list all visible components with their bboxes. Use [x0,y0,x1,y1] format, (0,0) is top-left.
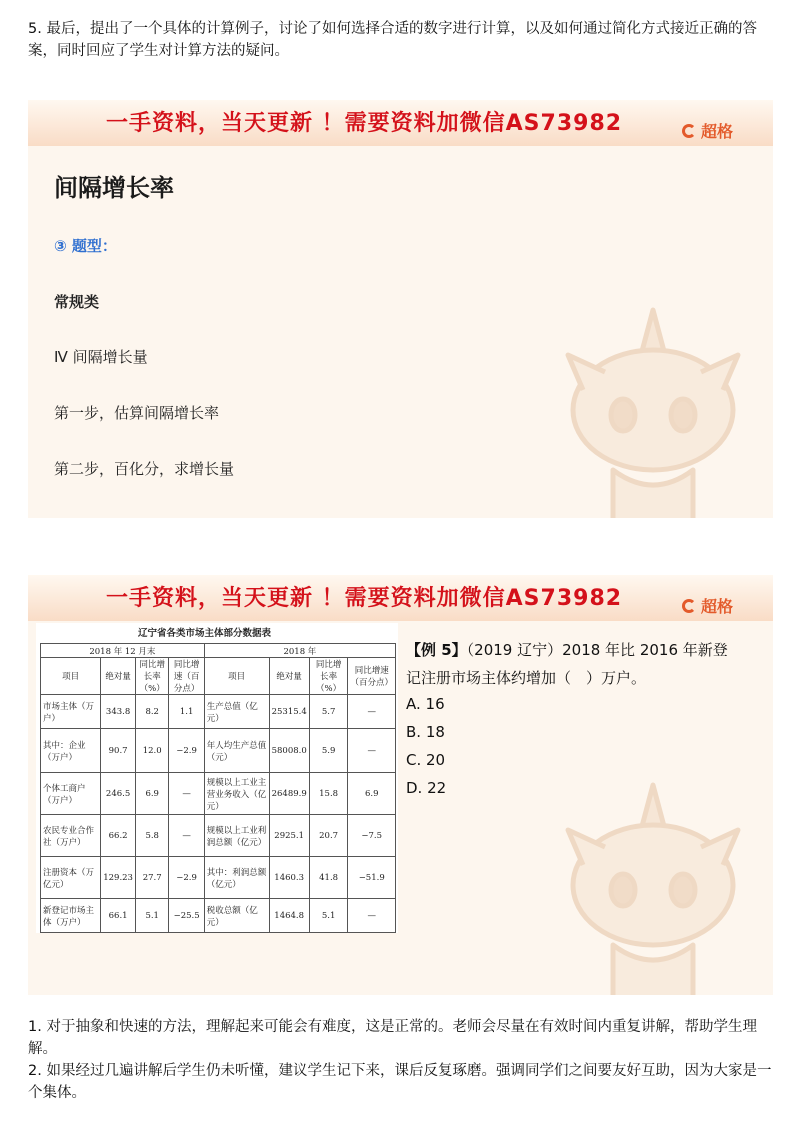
table-cell: 其中：企业（万户） [41,729,101,773]
table-cell: −7.5 [348,815,396,857]
table-cell: — [169,815,204,857]
brand-logo [682,119,733,142]
table-cell: 6.9 [135,773,168,815]
table-cell: — [348,695,396,729]
outro-paragraph-2: 2. 如果经过几遍讲解后学生仍未听懂，建议学生记下来，课后反复琢磨。强调同学们之间要友好互助，因为大家是一个集体。 [28,1063,772,1101]
table-cell: 规模以上工业主营业务收入（亿元） [204,773,269,815]
table-group-header: 2018 年 [204,644,395,658]
brand-logo [682,594,733,617]
question-type-heading: ③ 题型： [54,237,117,255]
table-title: 辽宁省各类市场主体部分数据表 [138,628,272,639]
table-cell: — [169,773,204,815]
table-header: 同比增速（百分点） [169,658,204,695]
table-cell: 90.7 [101,729,136,773]
table-cell: 注册资本（万亿元） [41,857,101,899]
table-cell: 343.8 [101,695,136,729]
intro-paragraph: 5. 最后，提出了一个具体的计算例子，讨论了如何选择合适的数字进行计算，以及如何通过简化方式接近正确的答案，同时回应了学生对计算方法的疑问。 [28,21,757,59]
table-header: 项目 [41,658,101,695]
section-heading: Ⅳ 间隔增长量 [54,348,148,366]
table-cell: 2925.1 [269,815,309,857]
step-one: 第一步，估算间隔增长率 [54,404,220,422]
unicorn-mascot-watermark [543,775,763,995]
table-cell: 生产总值（亿元） [204,695,269,729]
table-cell: 66.2 [101,815,136,857]
table-cell: 5.1 [135,899,168,933]
table-cell: −2.9 [169,729,204,773]
table-cell: 12.0 [135,729,168,773]
table-cell: 5.9 [309,729,348,773]
table-cell: 5.1 [309,899,348,933]
table-cell: 41.8 [309,857,348,899]
table-cell: 规模以上工业利润总额（亿元） [204,815,269,857]
table-group-header: 2018 年 12 月末 [41,644,205,658]
table-header: 绝对量 [269,658,309,695]
question-line-1 [406,639,728,660]
table-cell: 5.8 [135,815,168,857]
option-d[interactable]: D. 22 [406,779,447,797]
slide-interval-growth-rate [28,100,773,518]
option-b[interactable]: B. 18 [406,723,445,741]
table-cell: 6.9 [348,773,396,815]
table-header: 项目 [204,658,269,695]
table-cell: 15.8 [309,773,348,815]
table-cell: 25315.4 [269,695,309,729]
table-cell: 129.23 [101,857,136,899]
table-cell: 5.7 [309,695,348,729]
table-cell: 58008.0 [269,729,309,773]
table-cell: 年人均生产总值（元） [204,729,269,773]
table-header: 绝对量 [101,658,136,695]
table-cell: −25.5 [169,899,204,933]
table-cell: 1460.3 [269,857,309,899]
table-cell: 8.2 [135,695,168,729]
table-cell: 26489.9 [269,773,309,815]
table-cell: 其中：利润总额（亿元） [204,857,269,899]
banner-text: 一手资料，当天更新 ！需要资料加微信AS73982 [106,586,623,611]
table-cell: 税收总额（亿元） [204,899,269,933]
table-cell: 1464.8 [269,899,309,933]
table-row [41,729,396,773]
table-row [41,857,396,899]
question-text: （2019 辽宁）2018 年比 2016 年新登 [466,641,728,659]
outro-paragraph-1: 1. 对于抽象和快速的方法，理解起来可能会有难度，这是正常的。老师会尽量在有效时间内重复讲解，帮助学生理解。 [28,1019,757,1057]
option-c[interactable]: C. 20 [406,751,446,769]
table-cell: — [348,899,396,933]
table-cell: 新登记市场主体（万户） [41,899,101,933]
table-row [41,815,396,857]
market-data-table [40,643,396,933]
table-cell: 20.7 [309,815,348,857]
table-row [41,695,396,729]
table-cell: 27.7 [135,857,168,899]
unicorn-mascot-watermark [543,300,763,518]
table-header-row [41,658,396,695]
table-cell: −51.9 [348,857,396,899]
brand-logo-label: 超格 [700,122,733,141]
brand-logo-icon [682,124,696,138]
slide-title: 间隔增长率 [54,174,174,202]
question-tag: 【例 5】 [406,641,467,659]
slide-banner [28,100,773,146]
slide-example-5 [28,575,773,995]
brand-logo-label: 超格 [700,597,733,616]
table-row [41,773,396,815]
question-line-2: 记注册市场主体约增加（ ）万户。 [406,669,647,687]
table-cell: 市场主体（万户） [41,695,101,729]
table-header: 同比增速（百分点） [348,658,396,695]
table-cell: −2.9 [169,857,204,899]
table-header: 同比增长率（%） [309,658,348,695]
option-a[interactable]: A. 16 [406,695,445,713]
table-cell: 1.1 [169,695,204,729]
table-row [41,899,396,933]
table-cell: 66.1 [101,899,136,933]
brand-logo-icon [682,599,696,613]
table-cell: — [348,729,396,773]
category-label: 常规类 [54,293,100,311]
step-two: 第二步，百化分，求增长量 [54,460,235,478]
table-cell: 246.5 [101,773,136,815]
banner-text: 一手资料，当天更新 ！需要资料加微信AS73982 [106,111,623,136]
table-cell: 个体工商户（万户） [41,773,101,815]
slide-banner [28,575,773,621]
table-header: 同比增长率（%） [135,658,168,695]
table-cell: 农民专业合作社（万户） [41,815,101,857]
